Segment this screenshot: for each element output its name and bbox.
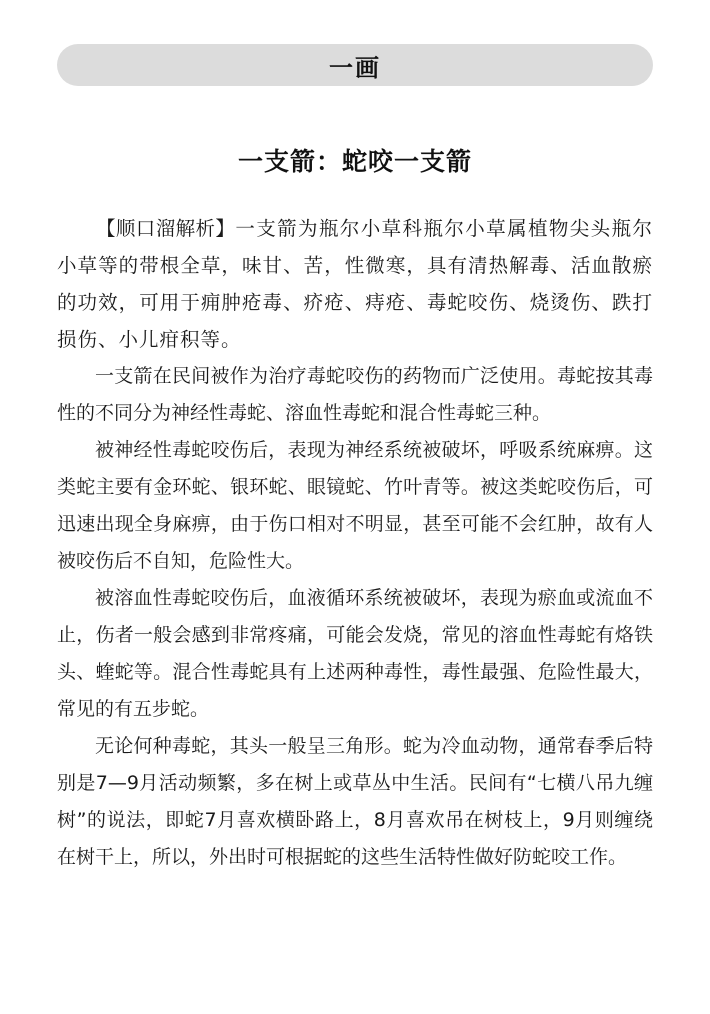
body-paragraph: 被溶血性毒蛇咬伤后，血液循环系统被破坏，表现为瘀血或流血不止，伤者一般会感到非常疼痛，可能会发烧，常见的溶血性毒蛇有烙铁头、蝰蛇等。混合性毒蛇具有上述两种毒性，毒性最强、危险性最大，常见的有五步蛇。 <box>57 587 653 720</box>
intro-label: 【顺口溜解析】 <box>96 217 236 240</box>
intro-text: 一支箭为瓶尔小草科瓶尔小草属植物尖头瓶尔小草等的带根全草，味甘、苦，性微寒，具有清热解毒、活血散瘀的功效，可用于痈肿疮毒、疥疮、痔疮、毒蛇咬伤、烧烫伤、跌打损伤、小儿疳积等。 <box>57 217 653 351</box>
body-paragraph: 一支箭在民间被作为治疗毒蛇咬伤的药物而广泛使用。毒蛇按其毒性的不同分为神经性毒蛇、溶血性毒蛇和混合性毒蛇三种。 <box>57 365 653 424</box>
article-body <box>57 210 653 876</box>
article-title: 一支箭：蛇咬一支箭 <box>237 147 472 176</box>
chapter-banner <box>57 44 653 86</box>
chapter-title: 一画 <box>329 53 381 82</box>
body-paragraph: 被神经性毒蛇咬伤后，表现为神经系统被破坏，呼吸系统麻痹。这类蛇主要有金环蛇、银环蛇、眼镜蛇、竹叶青等。被这类蛇咬伤后，可迅速出现全身麻痹，由于伤口相对不明显，甚至可能不会红肿，故有人被咬伤后不自知，危险性大。 <box>57 439 653 572</box>
body-paragraph: 无论何种毒蛇，其头一般呈三角形。蛇为冷血动物，通常春季后特别是7—9月活动频繁，多在树上或草丛中生活。民间有“七横八吊九缠树”的说法，即蛇7月喜欢横卧路上，8月喜欢吊在树枝上，9月则缠绕在树干上，所以，外出时可根据蛇的这些生活特性做好防蛇咬工作。 <box>57 735 653 868</box>
intro-paragraph <box>57 210 653 358</box>
